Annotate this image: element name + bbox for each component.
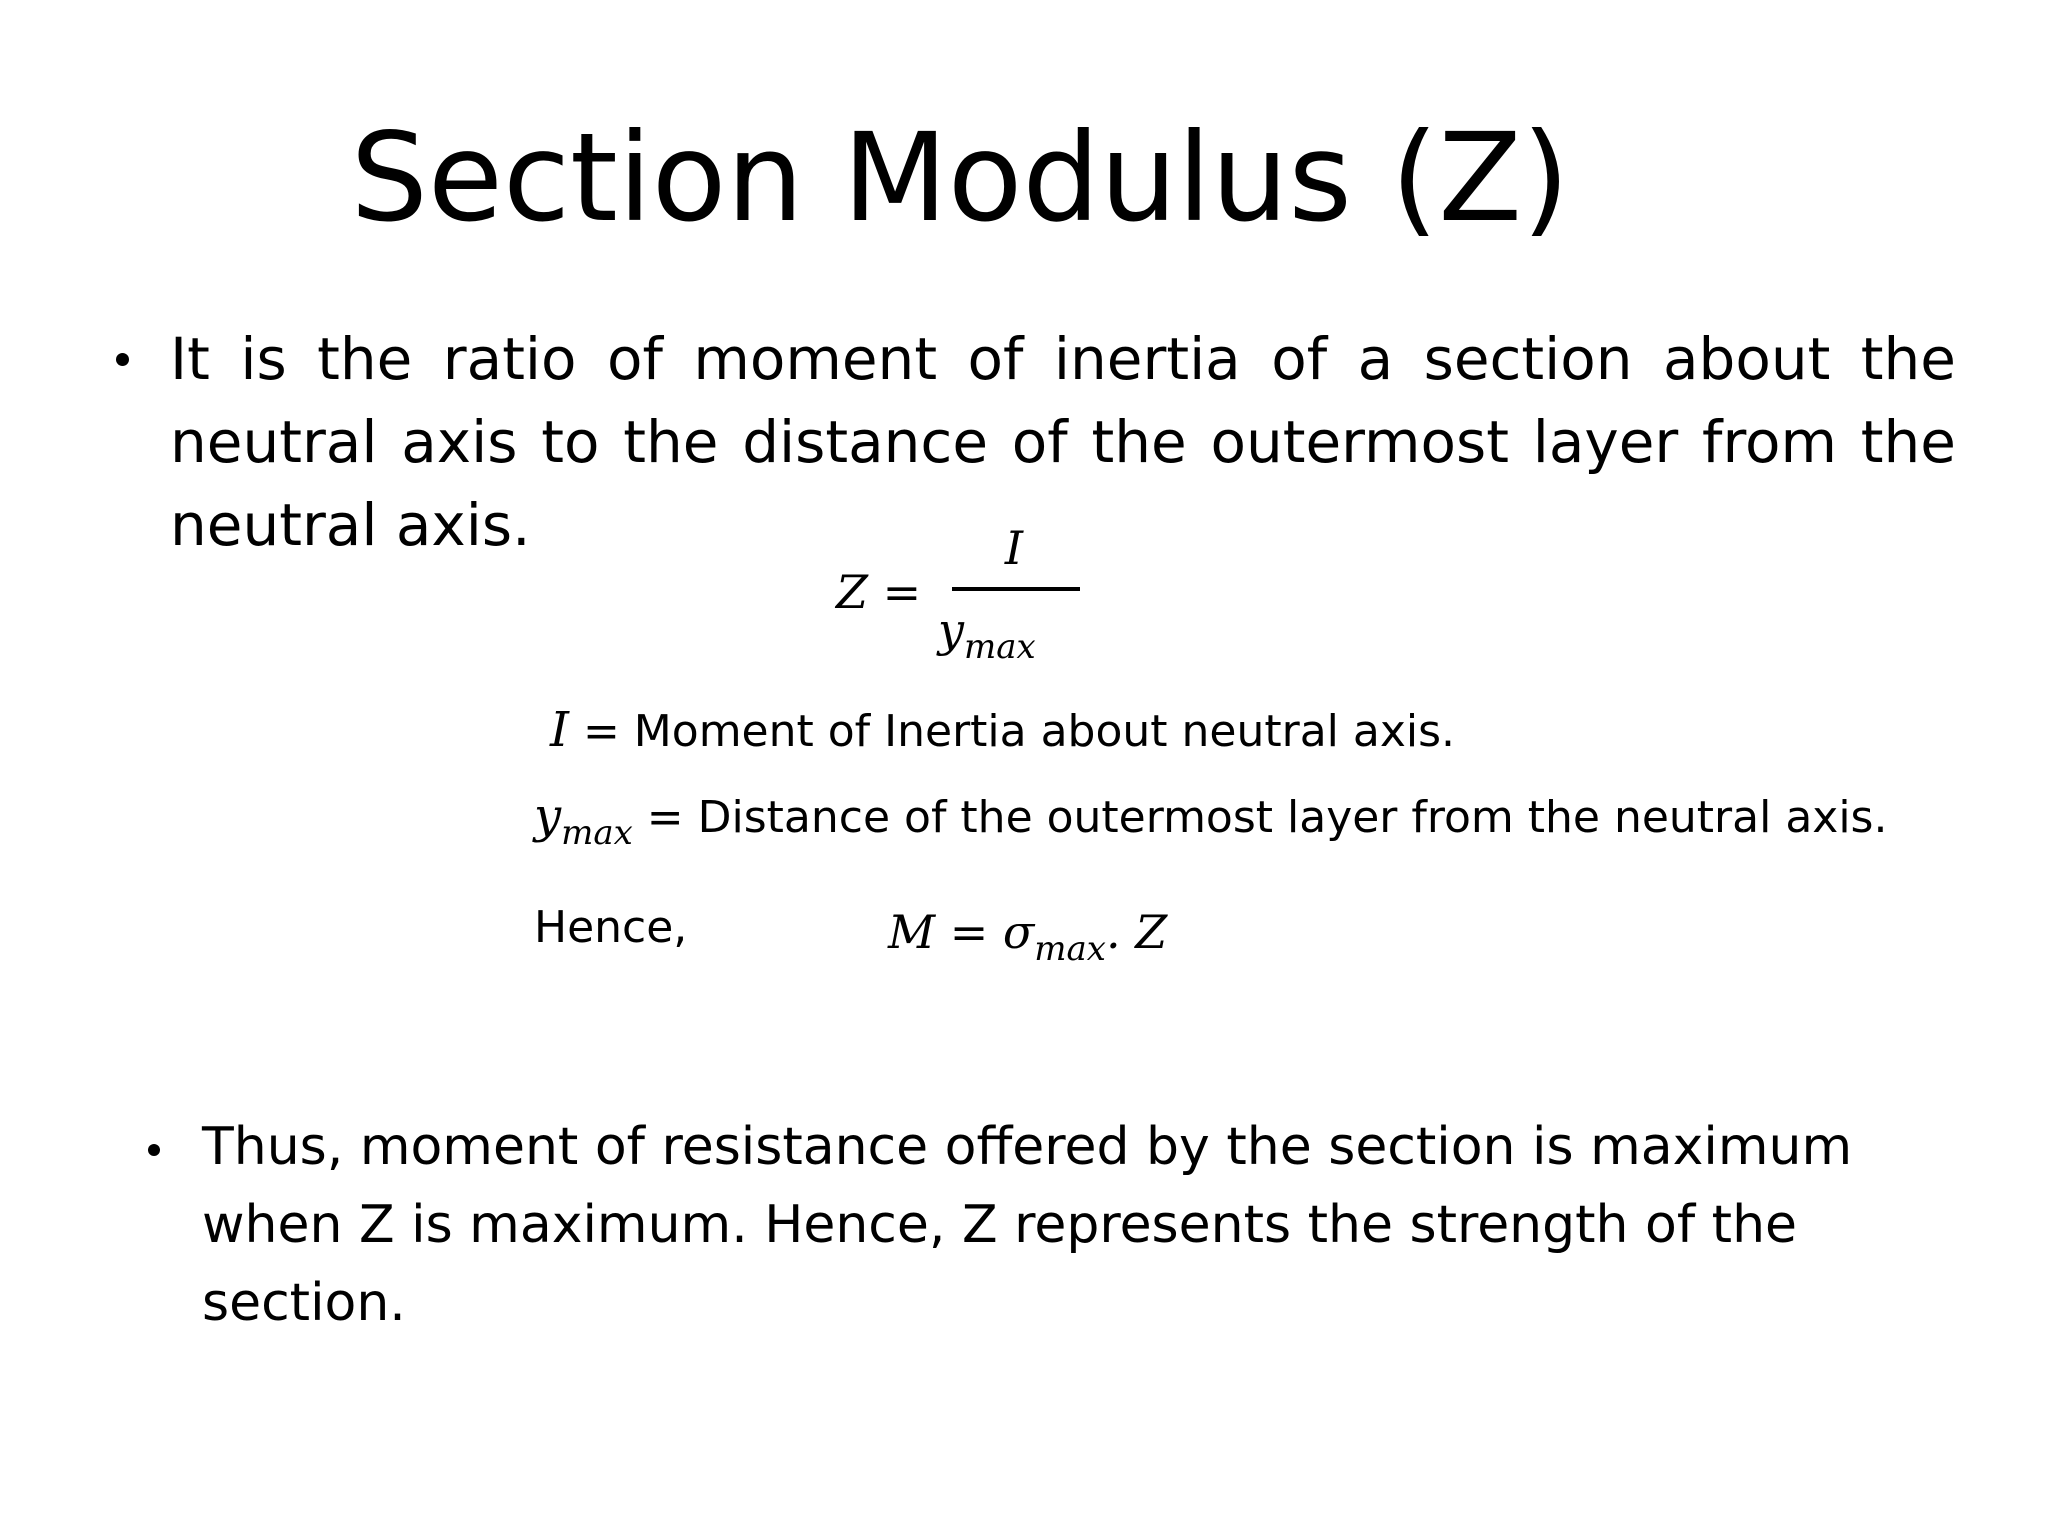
definition-text: = Distance of the outermost layer from the neutral axis. (632, 792, 1888, 843)
definition-text: = Moment of Inertia about neutral axis. (568, 706, 1456, 757)
bullet-conclusion-text: Thus, moment of resistance offered by the section is maximum when Z is maximum. Hence, Z represents the strength of the section. (202, 1117, 1853, 1333)
bullet-definition-text: It is the ratio of moment of inertia of a section about the neutral axis to the distance of the outermost layer from the neutral axis. (170, 325, 1956, 559)
bullet-dot-icon (148, 1144, 160, 1156)
definition-ymax (534, 788, 1887, 861)
denominator-base: y (938, 603, 964, 657)
hence-label: Hence, (534, 902, 688, 953)
formula-z-lhs: Z = (836, 565, 922, 619)
fraction-bar (952, 587, 1080, 591)
formula-m-rhs: . Z (1105, 905, 1168, 959)
moment-formula (888, 904, 1167, 977)
formula-m-lhs: M = σ (888, 905, 1035, 959)
bullet-dot-icon (116, 353, 129, 366)
denominator-subscript: max (964, 627, 1036, 667)
bullet-conclusion (140, 1108, 1940, 1333)
definition-symbol-subscript: max (561, 813, 633, 853)
definition-moment-of-inertia (550, 702, 1455, 760)
definition-symbol: I (550, 702, 569, 758)
slide-title: Section Modulus (Z) (350, 107, 1570, 249)
formula-m-subscript: max (1034, 929, 1106, 969)
definition-symbol (534, 788, 633, 853)
definition-symbol-base: y (534, 788, 562, 844)
formula-z-denominator (938, 602, 1036, 675)
section-modulus-formula (836, 520, 1066, 667)
bullet-definition (106, 318, 1956, 559)
formula-z-numerator: I (1004, 521, 1024, 575)
